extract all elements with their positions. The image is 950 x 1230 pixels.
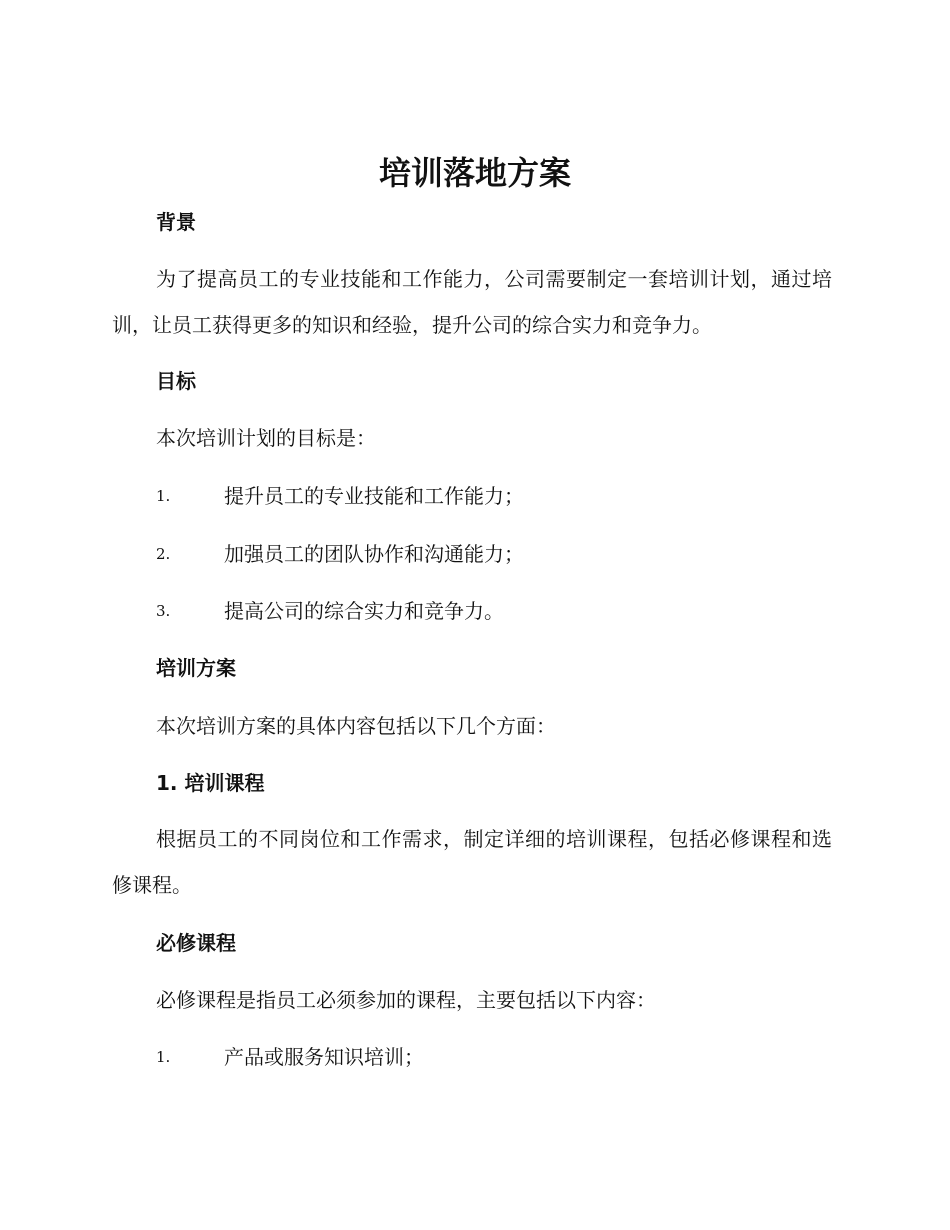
list-item-number: 1.	[156, 1048, 171, 1066]
document-title: 培训落地方案	[378, 154, 571, 192]
background-paragraph: 为了提高员工的专业技能和工作能力，公司需要制定一套培训计划，通过培训，让员工获得更多的知识和经验，提升公司的综合实力和竞争力。	[112, 267, 832, 337]
section-heading-goals: 目标	[156, 369, 196, 393]
section-heading-required-courses: 必修课程	[156, 931, 236, 955]
list-item-number: 3.	[156, 602, 171, 620]
list-item-number: 1.	[156, 487, 171, 505]
list-item: 产品或服务知识培训；	[224, 1045, 424, 1069]
section-heading-background: 背景	[156, 210, 196, 234]
list-item: 提高公司的综合实力和竞争力。	[224, 599, 504, 623]
section-heading-plan: 培训方案	[156, 656, 236, 680]
list-item-number: 2.	[156, 545, 171, 563]
subheading-training-courses: 1. 培训课程	[156, 771, 265, 795]
list-item: 提升员工的专业技能和工作能力；	[224, 484, 524, 508]
list-item: 加强员工的团队协作和沟通能力；	[224, 542, 524, 566]
plan-intro: 本次培训方案的具体内容包括以下几个方面：	[156, 714, 556, 738]
courses-paragraph: 根据员工的不同岗位和工作需求，制定详细的培训课程，包括必修课程和选修课程。	[112, 827, 832, 897]
goals-intro: 本次培训计划的目标是：	[156, 426, 376, 450]
required-courses-intro: 必修课程是指员工必须参加的课程，主要包括以下内容：	[156, 988, 656, 1012]
